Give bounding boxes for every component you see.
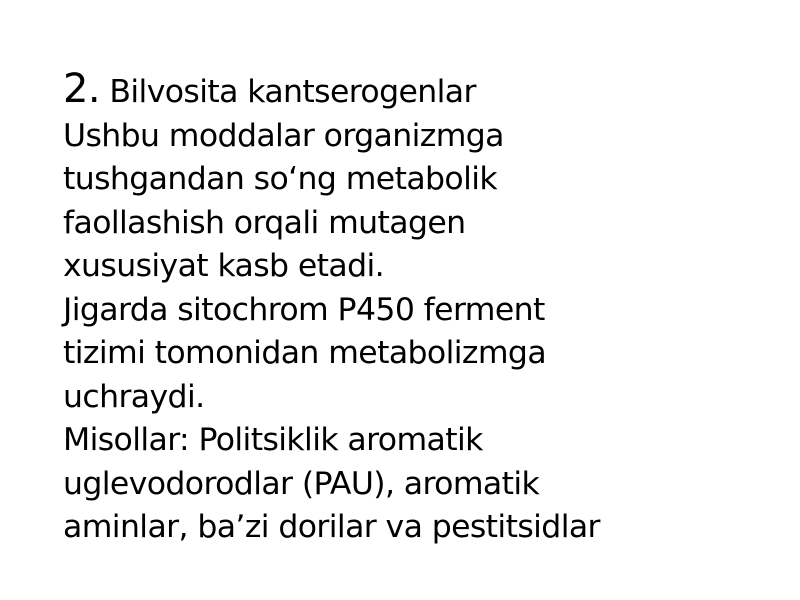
body-line-7: uchraydi. [63,378,205,415]
body-line-6: tizimi tomonidan metabolizmga [63,335,547,371]
body-line-4: xususiyat kasb etadi. [63,248,385,284]
heading-number: 2. [63,66,100,112]
body-line-5: Jigarda sitochrom P450 ferment [63,291,545,328]
body-line-1: Ushbu moddalar organizmga [63,117,504,154]
heading-line [63,68,783,115]
body-line-3: faollashish orqali mutagen [63,204,466,241]
body-line-2: tushgandan so‘ng metabolik [63,161,498,197]
body-line-8: Misollar: Politsiklik aromatik [63,422,483,458]
body-line-9: uglevodorodlar (PAU), aromatik [63,465,540,502]
heading-title: Bilvosita kantserogenlar [109,74,476,110]
slide-text-block [63,68,783,550]
body-line-10: aminlar, ba’zi dorilar va pestitsidlar [63,509,600,545]
